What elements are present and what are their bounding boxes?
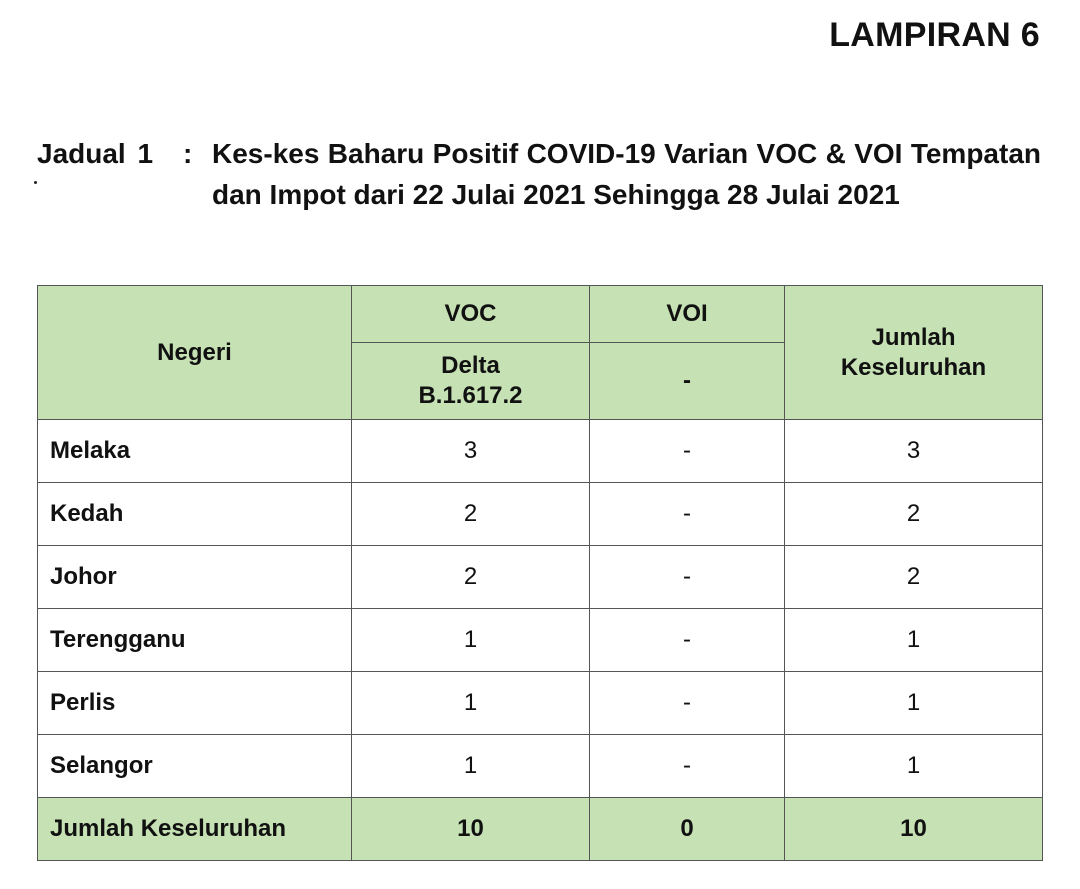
caption-label: Jadual 1: [37, 138, 154, 169]
cell-voc: 1: [352, 609, 590, 672]
cell-state: Kedah: [38, 483, 352, 546]
table-row: [38, 609, 1043, 672]
cell-voi: -: [590, 672, 785, 735]
table-row: [38, 483, 1043, 546]
cell-voc: 2: [352, 483, 590, 546]
table-row: [38, 735, 1043, 798]
cell-voi: -: [590, 609, 785, 672]
cell-state: Johor: [38, 546, 352, 609]
table-row: [38, 672, 1043, 735]
covid-variant-table: [37, 285, 1043, 861]
table-row: [38, 420, 1043, 483]
table-caption: [37, 133, 1041, 215]
cell-total: 2: [785, 546, 1043, 609]
header-voc: VOC: [352, 286, 590, 343]
total-jumlah: 10: [785, 798, 1043, 861]
cell-total: 1: [785, 672, 1043, 735]
cell-voi: -: [590, 546, 785, 609]
header-row-1: [38, 286, 1043, 343]
caption-text: Kes-kes Baharu Positif COVID-19 Varian VOC & VOI Tempatan dan Impot dari 22 Julai 2021 Sehingga 28 Julai 2021: [212, 138, 1041, 210]
table-row: [38, 546, 1043, 609]
cell-total: 1: [785, 609, 1043, 672]
header-delta: [352, 343, 590, 420]
cell-total: 1: [785, 735, 1043, 798]
header-delta-line2: B.1.617.2: [418, 382, 523, 409]
header-delta-line1: Delta: [441, 352, 500, 379]
header-voi: VOI: [590, 286, 785, 343]
cell-voc: 1: [352, 672, 590, 735]
cell-voi: -: [590, 420, 785, 483]
header-negeri: Negeri: [38, 286, 352, 420]
cell-total: 3: [785, 420, 1043, 483]
header-voi-sub: -: [590, 343, 785, 420]
total-label: Jumlah Keseluruhan: [38, 798, 352, 861]
cell-state: Perlis: [38, 672, 352, 735]
header-jumlah: [785, 286, 1043, 420]
total-voc: 10: [352, 798, 590, 861]
cell-state: Selangor: [38, 735, 352, 798]
cell-state: Terengganu: [38, 609, 352, 672]
appendix-title: LAMPIRAN 6: [829, 16, 1040, 54]
cell-voc: 2: [352, 546, 590, 609]
cell-voi: -: [590, 483, 785, 546]
cell-state: Melaka: [38, 420, 352, 483]
header-jumlah-text: Jumlah Keseluruhan: [840, 323, 987, 381]
total-voi: 0: [590, 798, 785, 861]
caption-colon: :: [183, 138, 193, 169]
cell-total: 2: [785, 483, 1043, 546]
cell-voc: 3: [352, 420, 590, 483]
total-row: [38, 798, 1043, 861]
cell-voc: 1: [352, 735, 590, 798]
cell-voi: -: [590, 735, 785, 798]
